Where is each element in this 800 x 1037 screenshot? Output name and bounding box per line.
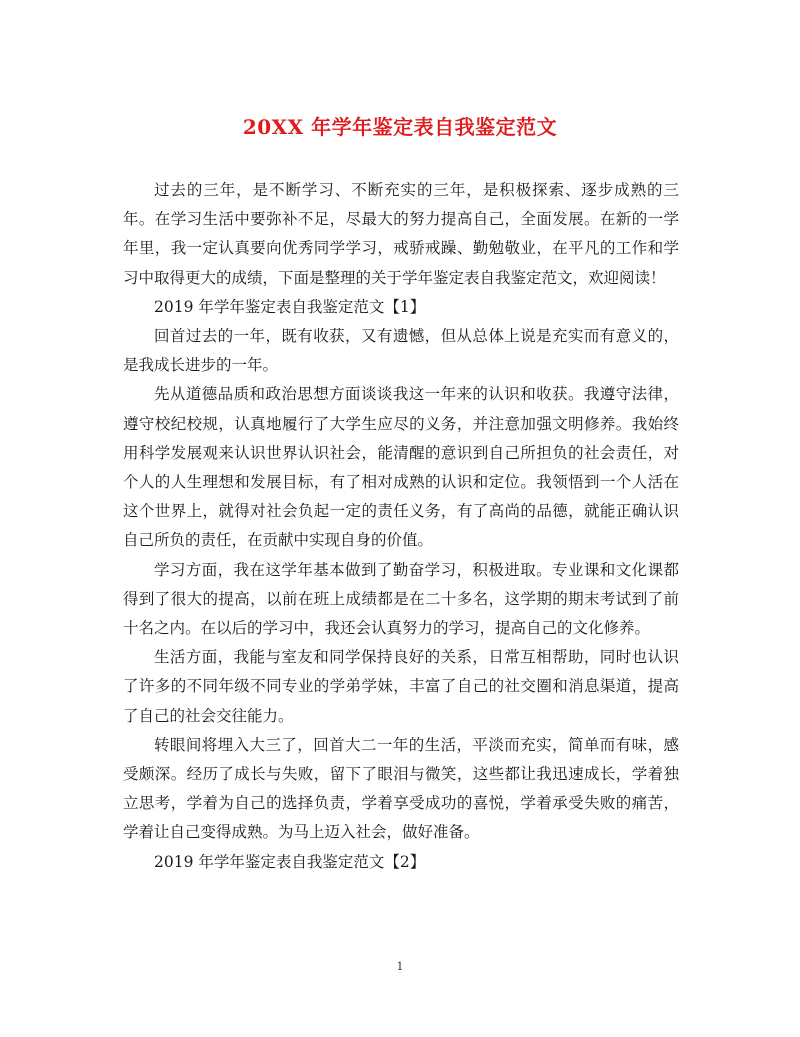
paragraph-review: 回首过去的一年，既有收获，又有遗憾，但从总体上说是充实而有意义的，是我成长进步的一年。	[123, 327, 679, 375]
section-heading-1: 2019 年学年鉴定表自我鉴定范文【1】	[154, 297, 426, 316]
paragraph-life: 生活方面，我能与室友和同学保持良好的关系，日常互相帮助，同时也认识了许多的不同年级不同专业的学弟学妹，丰富了自己的社交圈和消息渠道，提高了自己的社会交往能力。	[123, 648, 679, 725]
document-title: 20XX 年学年鉴定表自我鉴定范文	[242, 115, 558, 139]
document-body	[123, 176, 679, 877]
intro-paragraph: 过去的三年，是不断学习、不断充实的三年，是积极探索、逐步成熟的三年。在学习生活中要弥补不足，尽最大的努力提高自己，全面发展。在新的一学年里，我一定认真要向优秀同学学习，戒骄戒躁、勤勉敬业，在平凡的工作和学习中取得更大的成绩，下面是整理的关于学年鉴定表自我鉴定范文，欢迎阅读！	[123, 181, 679, 287]
page-number: 1	[396, 960, 404, 973]
section-heading-2: 2019 年学年鉴定表自我鉴定范文【2】	[154, 852, 426, 871]
paragraph-growth: 转眼间将埋入大三了，回首大二一年的生活，平淡而充实，简单而有味，感受颇深。经历了成长与失败，留下了眼泪与微笑，这些都让我迅速成长，学着独立思考，学着为自己的选择负责，学着享受成功的喜悦，学着承受失败的痛苦，学着让自己变得成熟。为马上迈入社会，做好准备。	[123, 735, 679, 842]
paragraph-morality: 先从道德品质和政治思想方面谈谈我这一年来的认识和收获。我遵守法律，遵守校纪校规，认真地履行了大学生应尽的义务，并注意加强文明修养。我始终用科学发展观来认识世界认识社会，能清醒的意识到自己所担负的社会责任，对个人的人生理想和发展目标，有了相对成熟的认识和定位。我领悟到一个人活在这个世界上，就得对社会负起一定的责任义务，有了高尚的品德，就能正确认识自己所负的责任，在贡献中实现自身的价值。	[123, 385, 679, 550]
paragraph-study: 学习方面，我在这学年基本做到了勤奋学习，积极进取。专业课和文化课都得到了很大的提高，以前在班上成绩都是在二十多名，这学期的期末考试到了前十名之内。在以后的学习中，我还会认真努力的学习，提高自己的文化修养。	[123, 560, 679, 638]
